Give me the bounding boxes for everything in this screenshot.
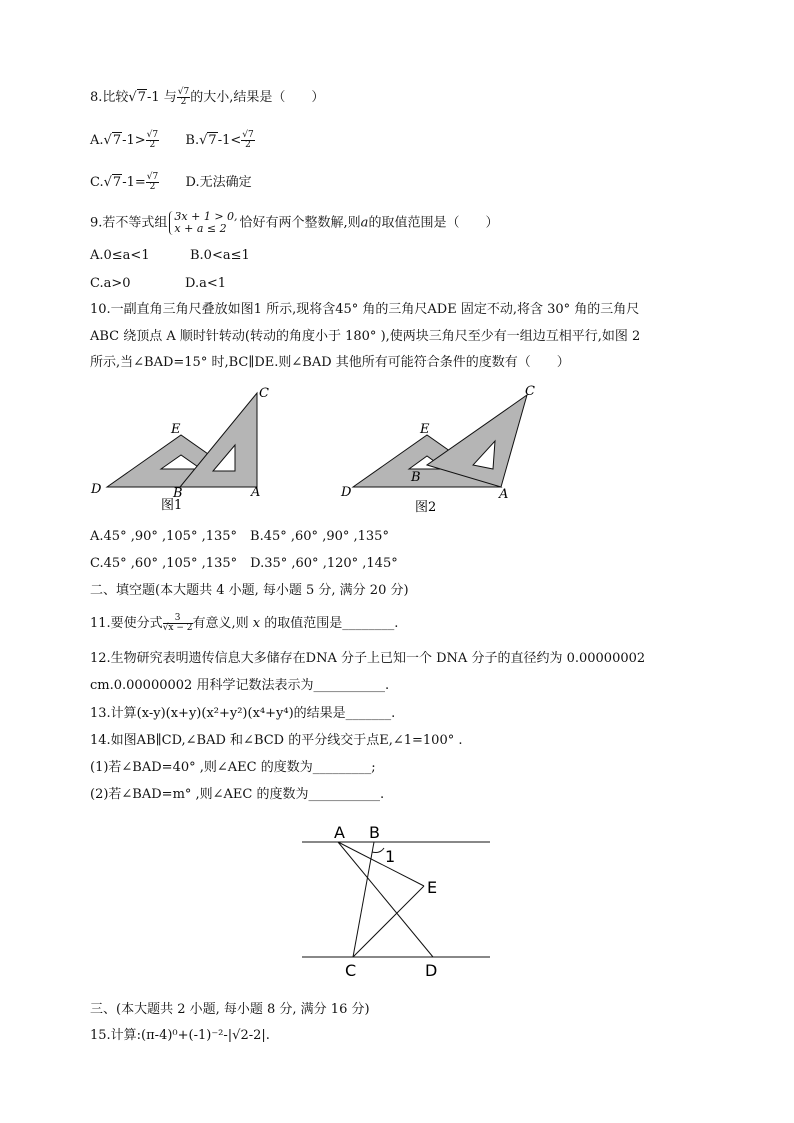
q11: 11.要使分式 $\frac{3}{√x - 2}$ 有意义,则 x 的取值范围是________. — [90, 613, 399, 633]
section-3-heading: 三、(本大题共 2 小题, 每小题 8 分, 满分 16 分) — [90, 1002, 370, 1017]
triangle-abc — [180, 393, 257, 487]
label-e: E — [427, 878, 438, 897]
label-d: D — [425, 961, 438, 980]
q10-line1: 10.一副直角三角尺叠放如图1 所示,现将含45° 角的三角尺ADE 固定不动,将含 30° 角的三角尺 — [90, 302, 640, 317]
inequality-system: 3x + 1 > 0, x + a ≤ 2 — [169, 211, 237, 235]
section-2-heading: 二、填空题(本大题共 4 小题, 每小题 5 分, 满分 20 分) — [90, 583, 409, 598]
q9-options-cd: C.a>0 D.a<1 — [90, 276, 227, 291]
q8-stem: 8.比较√7-1 与 $\frac{√7}{2}$ 的大小,结果是（ ） — [90, 87, 325, 107]
label-e: E — [420, 422, 430, 437]
q8-options-ab: A.√7-1> $\frac{√7}{2}$ B.√7-1< $\frac{√7}{2}$ — [90, 130, 254, 150]
figure-2-triangles — [335, 383, 555, 515]
q9-options-ab: A.0≤a<1 B.0<a≤1 — [90, 248, 250, 263]
q12-line2: cm.0.00000002 用科学记数法表示为___________. — [90, 678, 390, 693]
q14-line1: 14.如图AB∥CD,∠BAD 和∠BCD 的平分线交于点E,∠1=100° . — [90, 733, 463, 748]
sqrt-symbol: √7 — [128, 90, 146, 105]
q8-options-cd: C.√7-1= $\frac{√7}{2}$ D.无法确定 — [90, 172, 252, 192]
figure-1-triangles — [85, 383, 295, 513]
label-c: C — [259, 386, 269, 401]
angle-1-arc — [372, 848, 384, 853]
q10-line3: 所示,当∠BAD=15° 时,BC∥DE.则∠BAD 其他所有可能符合条件的度数有（ ） — [90, 355, 570, 370]
segment-ae — [338, 842, 424, 886]
fraction: $\frac{√7}{2}$ — [242, 130, 254, 150]
sqrt-symbol: √7 — [199, 133, 217, 148]
fraction: $\frac{3}{√x - 2}$ — [162, 613, 193, 633]
q12-line1: 12.生物研究表明遗传信息大多储存在DNA 分子上已知一个 DNA 分子的直径约为 0.00000002 — [90, 651, 646, 666]
sqrt-symbol: √7 — [103, 175, 122, 190]
q13: 13.计算(x-y)(x+y)(x²+y²)(x⁴+y⁴)的结果是_______. — [90, 706, 396, 721]
figure-1-caption: 图1 — [161, 498, 183, 513]
label-c: C — [345, 961, 357, 980]
label-b: B — [411, 470, 421, 485]
q10-line2: ABC 绕顶点 A 顺时针转动(转动的角度小于 180° ),使两块三角尺至少有一组边互相平行,如图 2 — [90, 329, 641, 344]
label-a: A — [251, 485, 261, 500]
label-c: C — [525, 384, 535, 399]
fraction: $\frac{√7}{2}$ — [177, 87, 190, 107]
figure-2-caption: 图2 — [415, 500, 437, 515]
sqrt-symbol: √7 — [103, 133, 122, 148]
label-d: D — [91, 482, 102, 497]
q14-line2: (1)若∠BAD=40° ,则∠AEC 的度数为_________; — [90, 760, 376, 775]
label-1: 1 — [385, 847, 396, 866]
fraction: $\frac{√7}{2}$ — [146, 172, 159, 192]
figure-q14-parallel-lines — [298, 818, 498, 983]
fraction: $\frac{√7}{2}$ — [146, 130, 159, 150]
label-a: A — [334, 823, 345, 842]
q9-stem: 9.若不等式组 3x + 1 > 0, x + a ≤ 2 恰好有两个整数解,则a的取值范围是（ ） — [90, 210, 499, 235]
q14-line3: (2)若∠BAD=m° ,则∠AEC 的度数为___________. — [90, 787, 385, 802]
q10-options-cd: C.45° ,60° ,105° ,135° D.35° ,60° ,120° ,145° — [90, 556, 398, 571]
q10-options-ab: A.45° ,90° ,105° ,135° B.45° ,60° ,90° ,135° — [90, 529, 389, 544]
q15: 15.计算:(π-4)⁰+(-1)⁻²-|√2-2|. — [90, 1028, 270, 1043]
label-b: B — [369, 823, 380, 842]
label-d: D — [341, 485, 352, 500]
label-e: E — [171, 422, 181, 437]
label-a: A — [499, 487, 509, 502]
label-b: B — [173, 486, 183, 501]
